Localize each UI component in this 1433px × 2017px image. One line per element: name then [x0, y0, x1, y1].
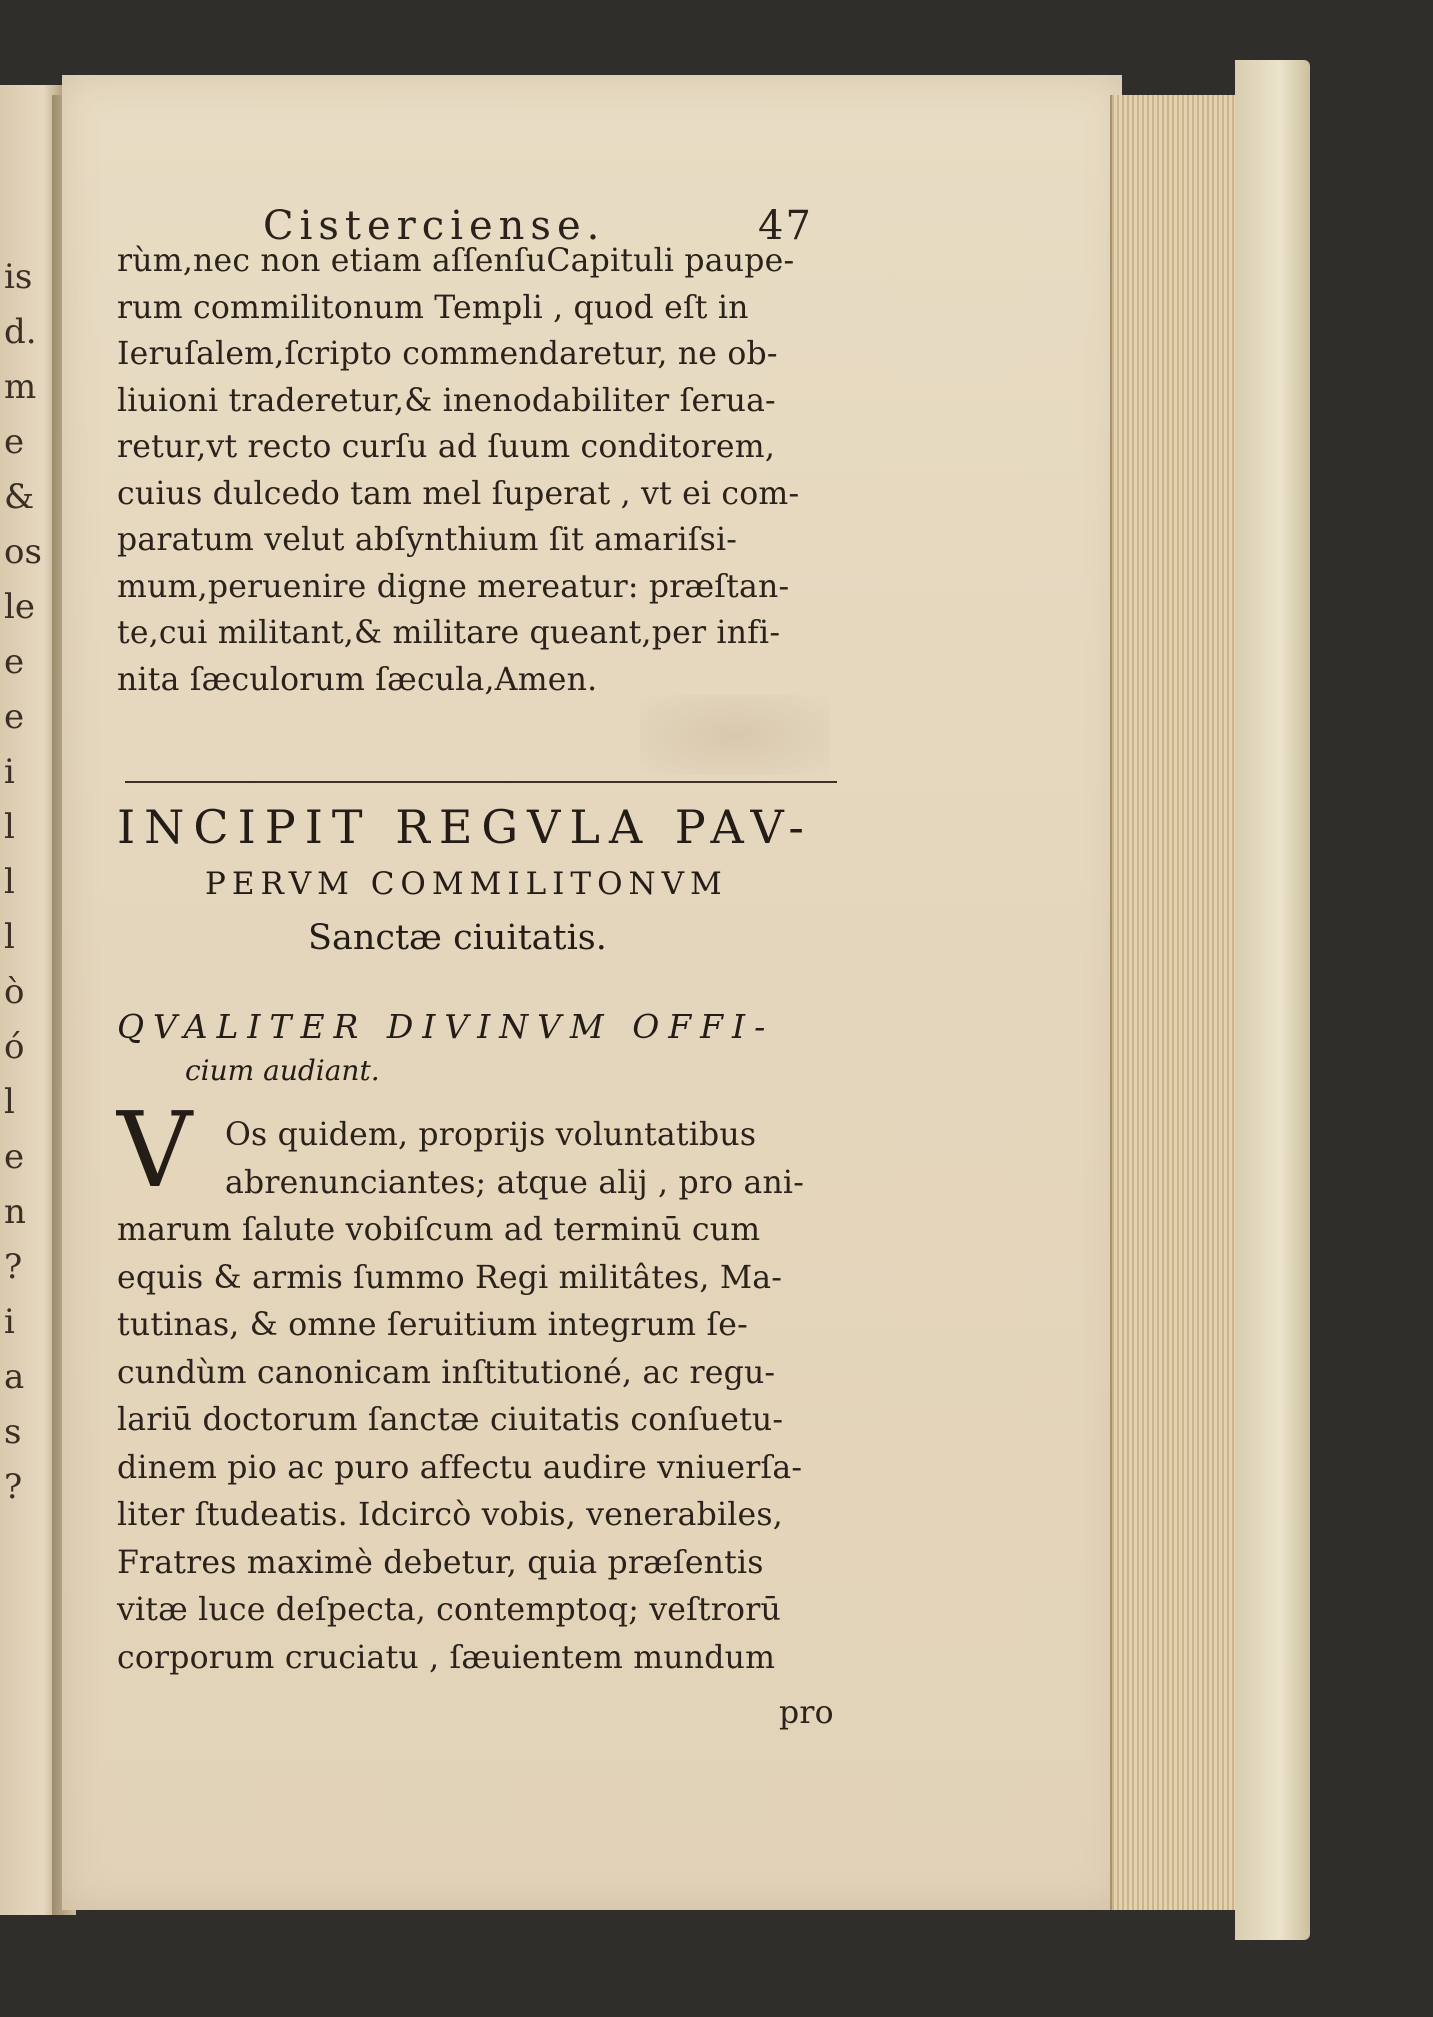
- text-line: equis & armis ſummo Regi militâtes, Ma-: [117, 1259, 783, 1296]
- text-line: cundùm canonicam inſtitutioné, ac regu-: [117, 1354, 776, 1391]
- left-page-fragment: l: [4, 807, 15, 847]
- left-page-fragment: e: [4, 642, 25, 682]
- text-line: tutinas, & omne ſeruitium integrum ſe-: [117, 1307, 748, 1343]
- left-page-fragment: n: [4, 1192, 26, 1232]
- catchword: pro: [779, 1695, 834, 1731]
- text-line: vitæ luce deſpecta, contemptoq; veſtrorū: [117, 1592, 781, 1628]
- text-line: paratum velut abſynthium ſit amariſsi-: [117, 522, 738, 558]
- heading-line-3: Sanctæ ciuitatis.: [308, 918, 607, 958]
- text-line: Fratres maximè debetur, quia præſentis: [117, 1544, 764, 1581]
- subheading-line-1: QVALITER DIVINVM OFFI-: [117, 1007, 775, 1046]
- left-page-fragment: le: [4, 587, 35, 627]
- text-line: te,cui militant,& militare queant,per infi-: [117, 615, 781, 651]
- text-line: retur,vt recto curſu ad ſuum conditorem,: [117, 429, 776, 465]
- page-edges: [1110, 95, 1242, 1910]
- left-page-fragment: d.: [4, 312, 37, 352]
- text-line: liter ſtudeatis. Idcircò vobis, venerabiles,: [117, 1497, 783, 1533]
- left-page-fragment: ?: [4, 1247, 23, 1287]
- page-number: 47: [758, 203, 813, 249]
- left-page-fragment: m: [4, 367, 37, 407]
- text-line: liuioni traderetur,& inenodabiliter ſerua-: [117, 382, 776, 419]
- left-page-fragment: is: [4, 257, 33, 297]
- text-line: rùm,nec non etiam aſſenſuCapituli paupe-: [117, 243, 795, 279]
- text-line: Os quidem, proprijs voluntatibus: [225, 1117, 757, 1153]
- left-page-fragment: l: [4, 1082, 15, 1122]
- left-page-fragment: ?: [4, 1467, 23, 1507]
- text-line: cuius dulcedo tam mel ſuperat , vt ei com-: [117, 475, 800, 512]
- left-page-fragment: i: [4, 1302, 15, 1342]
- left-page-fragment: ó: [4, 1027, 25, 1067]
- left-page-fragment: os: [4, 532, 42, 572]
- left-page-fragment: l: [4, 862, 15, 902]
- text-line: lariū doctorum ſanctæ ciuitatis conſuetu-: [117, 1402, 784, 1438]
- left-page-fragment: &: [4, 477, 35, 517]
- paper-stain: [640, 695, 830, 775]
- left-page-fragment: e: [4, 422, 25, 462]
- text-line: nita ſæculorum ſæcula,Amen.: [117, 661, 598, 698]
- section-rule: [125, 781, 837, 783]
- book-cover-edge: [1235, 60, 1310, 1940]
- left-page-fragment: e: [4, 1137, 25, 1177]
- text-line: Ieruſalem,ſcripto commendaretur, ne ob-: [117, 336, 778, 372]
- text-line: rum commilitonum Templi , quod eſt in: [117, 289, 749, 326]
- left-page-fragment: s: [4, 1412, 22, 1452]
- text-line: corporum cruciatu , ſæuientem mundum: [117, 1639, 776, 1676]
- left-page-fragment: a: [4, 1357, 25, 1397]
- text-line: dinem pio ac puro affectu audire vniuerſa-: [117, 1449, 803, 1486]
- text-line: mum,peruenire digne mereatur: præſtan-: [117, 568, 790, 605]
- heading-line-2: PERVM COMMILITONVM: [205, 866, 728, 902]
- drop-cap: V: [117, 1089, 193, 1211]
- text-line: abrenunciantes; atque alij , pro ani-: [225, 1164, 805, 1201]
- left-page-fragment: i: [4, 752, 15, 792]
- left-page-fragment: ò: [4, 972, 25, 1012]
- text-line: marum ſalute vobiſcum ad terminū cum: [117, 1212, 761, 1248]
- subheading-line-2: cium audiant.: [185, 1054, 380, 1087]
- heading-line-1: INCIPIT REGVLA PAV-: [117, 800, 813, 854]
- left-page-fragment: l: [4, 917, 15, 957]
- running-title: Cisterciense.: [263, 203, 606, 249]
- left-page-fragment: e: [4, 697, 25, 737]
